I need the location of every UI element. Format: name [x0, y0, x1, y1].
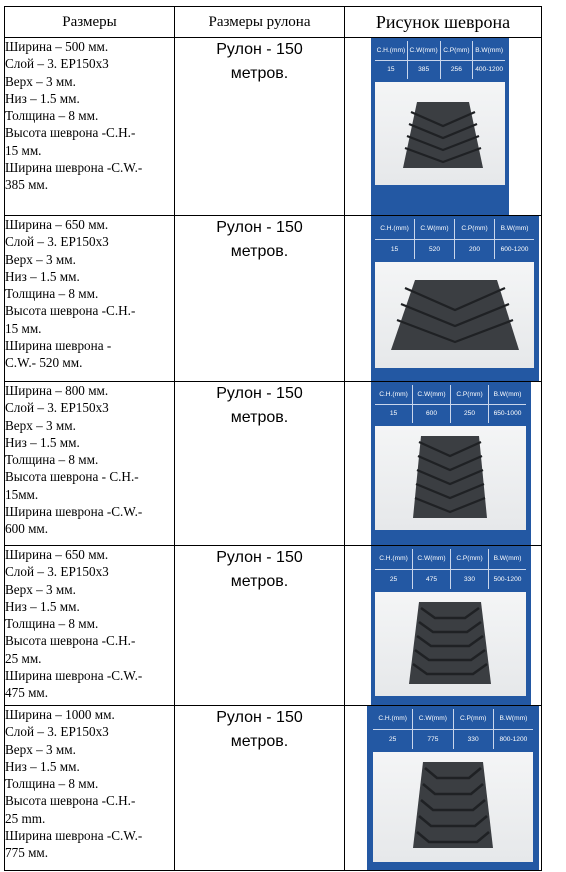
mini-value: 250: [463, 410, 475, 418]
mini-value: 15: [390, 245, 399, 253]
mini-value: 520: [428, 245, 440, 253]
spec-line: Верх – 3 мм.: [5, 741, 76, 757]
specs-cell: [5, 382, 175, 546]
spec-line: Ширина шеврона -C.W.-: [5, 160, 143, 176]
belt-photo: [375, 262, 534, 368]
spec-line: Высота шеврона -С.Н.-: [5, 303, 136, 319]
mini-value: 200: [468, 245, 480, 253]
belt-photo: [375, 426, 526, 530]
mini-key: C.H.(mm): [375, 41, 407, 61]
mini-value: 385: [418, 66, 430, 74]
table-row: [5, 216, 542, 382]
mini-key: B.W(mm): [489, 385, 526, 405]
mini-key: C.W(mm): [413, 709, 452, 730]
spec-line: Верх – 3 мм.: [5, 73, 76, 89]
chevron-belt-icon: [375, 426, 526, 530]
spec-line: Ширина – 650 мм.: [5, 217, 109, 232]
roll-cell: [175, 546, 345, 706]
spec-line: Толщина – 8 мм.: [5, 286, 99, 302]
mini-value: 475: [425, 575, 437, 583]
chevron-image: [371, 38, 509, 215]
spec-line: Толщина – 8 мм.: [5, 108, 99, 124]
chevron-image-cell: [345, 216, 542, 382]
mini-value: 600-1200: [500, 245, 529, 253]
spec-line: Низ – 1.5 мм.: [5, 434, 80, 450]
spec-line: 600 мм.: [5, 521, 49, 537]
belt-photo: [375, 592, 526, 696]
spec-line: Верх – 3 мм.: [5, 581, 76, 597]
spec-mini-table: [375, 41, 505, 79]
chevron-belt-icon: [375, 592, 526, 696]
chevron-belt-icon: [375, 262, 534, 368]
spec-line: Слой – 3. EP150x3: [5, 56, 109, 72]
mini-key: C.H.(mm): [375, 219, 414, 240]
specs-cell: [5, 38, 175, 216]
mini-value: 330: [467, 735, 479, 743]
roll-cell: [175, 38, 345, 216]
mini-key: C.H.(mm): [373, 709, 412, 730]
mini-value: 330: [463, 575, 475, 583]
spec-line: 15 мм.: [5, 142, 42, 158]
mini-value: 400-1200: [475, 66, 504, 74]
roll-line: метров.: [230, 409, 289, 426]
spec-line: Низ – 1.5 мм.: [5, 598, 80, 614]
mini-value: 650-1000: [493, 410, 522, 418]
spec-mini-table: [373, 709, 533, 749]
spec-line: Ширина – 500 мм.: [5, 39, 109, 54]
chevron-image-cell: [345, 38, 542, 216]
mini-value: 25: [388, 735, 397, 743]
header-roll: Размеры рулона: [175, 7, 345, 38]
mini-key: B.W(mm): [495, 219, 534, 240]
specs-cell: [5, 706, 175, 871]
table-row: [5, 706, 542, 871]
spec-line: Ширина шеврона -C.W.-: [5, 504, 143, 520]
spec-line: Ширина – 800 мм.: [5, 383, 109, 398]
mini-value: 500-1200: [493, 575, 522, 583]
spec-line: 385 мм.: [5, 177, 49, 193]
spec-line: 25 мм.: [5, 650, 42, 666]
spec-line: Высота шеврона -С.Н.-: [5, 633, 136, 649]
spec-line: Высота шеврона - С.Н.-: [5, 469, 139, 485]
roll-line: метров.: [230, 243, 289, 260]
spec-mini-table: [375, 385, 526, 423]
mini-value: 15: [387, 66, 395, 74]
spec-line: 25 mm.: [5, 810, 46, 826]
spec-line: 15 мм.: [5, 320, 42, 336]
mini-value: 25: [389, 575, 398, 583]
mini-key: C.W(mm): [413, 549, 450, 570]
mini-key: C.P(mm): [451, 385, 488, 405]
spec-line: Ширина шеврона -: [5, 338, 112, 354]
spec-line: Ширина шеврона -C.W.-: [5, 668, 143, 684]
specs-cell: [5, 546, 175, 706]
roll-cell: [175, 216, 345, 382]
roll-line: Рулон - 150: [216, 41, 303, 58]
header-pattern: Рисунок шеврона: [345, 7, 542, 38]
chevron-belt-icon: [375, 82, 505, 185]
table-row: [5, 546, 542, 706]
roll-line: Рулон - 150: [216, 219, 303, 236]
spec-table: [4, 6, 542, 871]
spec-line: Слой – 3. EP150x3: [5, 564, 109, 580]
roll-cell: [175, 706, 345, 871]
mini-value: 800-1200: [499, 735, 528, 743]
spec-line: Ширина – 1000 мм.: [5, 707, 115, 722]
chevron-image-cell: [345, 546, 542, 706]
chevron-image-cell: [345, 382, 542, 546]
spec-line: Толщина – 8 мм.: [5, 616, 99, 632]
belt-photo: [373, 752, 533, 862]
mini-key: C.W(mm): [408, 41, 440, 61]
spec-line: 475 мм.: [5, 685, 49, 701]
mini-value: 256: [450, 66, 462, 74]
header-sizes: Размеры: [5, 7, 175, 38]
mini-value: 15: [389, 410, 398, 418]
mini-key: C.H.(mm): [375, 549, 412, 570]
mini-value: 600: [425, 410, 437, 418]
chevron-image: [371, 546, 531, 705]
mini-value: 775: [427, 735, 439, 743]
chevron-image: [371, 382, 531, 545]
spec-line: Ширина – 650 мм.: [5, 547, 109, 562]
spec-line: Низ – 1.5 мм.: [5, 90, 80, 106]
spec-line: Верх – 3 мм.: [5, 251, 76, 267]
spec-line: Слой – 3. EP150x3: [5, 724, 109, 740]
table-row: [5, 38, 542, 216]
spec-line: 775 мм.: [5, 845, 49, 861]
chevron-belt-icon: [373, 752, 533, 862]
spec-line: Высота шеврона -С.Н.-: [5, 793, 136, 809]
roll-line: Рулон - 150: [216, 709, 303, 726]
mini-key: B.W(mm): [494, 709, 533, 730]
roll-line: Рулон - 150: [216, 549, 303, 566]
specs-cell: [5, 216, 175, 382]
mini-key: C.W(mm): [413, 385, 450, 405]
mini-key: C.H.(mm): [375, 385, 412, 405]
spec-line: Низ – 1.5 мм.: [5, 268, 80, 284]
roll-line: Рулон - 150: [216, 385, 303, 402]
roll-line: метров.: [230, 733, 289, 750]
mini-key: B.W(mm): [489, 549, 526, 570]
chevron-image: [367, 706, 539, 870]
spec-line: Слой – 3. EP150x3: [5, 400, 109, 416]
belt-photo: [375, 82, 505, 185]
spec-line: Верх – 3 мм.: [5, 417, 76, 433]
spec-line: Слой – 3. EP150x3: [5, 234, 109, 250]
roll-line: метров.: [230, 573, 289, 590]
roll-cell: [175, 382, 345, 546]
chevron-image-cell: [345, 706, 542, 871]
spec-line: Толщина – 8 мм.: [5, 452, 99, 468]
spec-line: Ширина шеврона -C.W.-: [5, 828, 143, 844]
mini-key: B.W(mm): [473, 41, 505, 61]
chevron-image: [371, 216, 539, 381]
spec-line: Толщина – 8 мм.: [5, 776, 99, 792]
spec-line: C.W.- 520 мм.: [5, 355, 83, 371]
spec-line: 15мм.: [5, 486, 39, 502]
mini-key: C.W(mm): [415, 219, 454, 240]
spec-line: Высота шеврона -С.Н.-: [5, 125, 136, 141]
mini-key: C.P(mm): [455, 219, 494, 240]
table-row: [5, 382, 542, 546]
spec-mini-table: [375, 219, 534, 259]
mini-key: C.P(mm): [451, 549, 488, 570]
spec-line: Низ – 1.5 мм.: [5, 758, 80, 774]
header-row: [5, 7, 542, 38]
mini-key: C.P(mm): [454, 709, 493, 730]
spec-mini-table: [375, 549, 526, 589]
mini-key: C.P(mm): [441, 41, 473, 61]
roll-line: метров.: [230, 65, 289, 82]
